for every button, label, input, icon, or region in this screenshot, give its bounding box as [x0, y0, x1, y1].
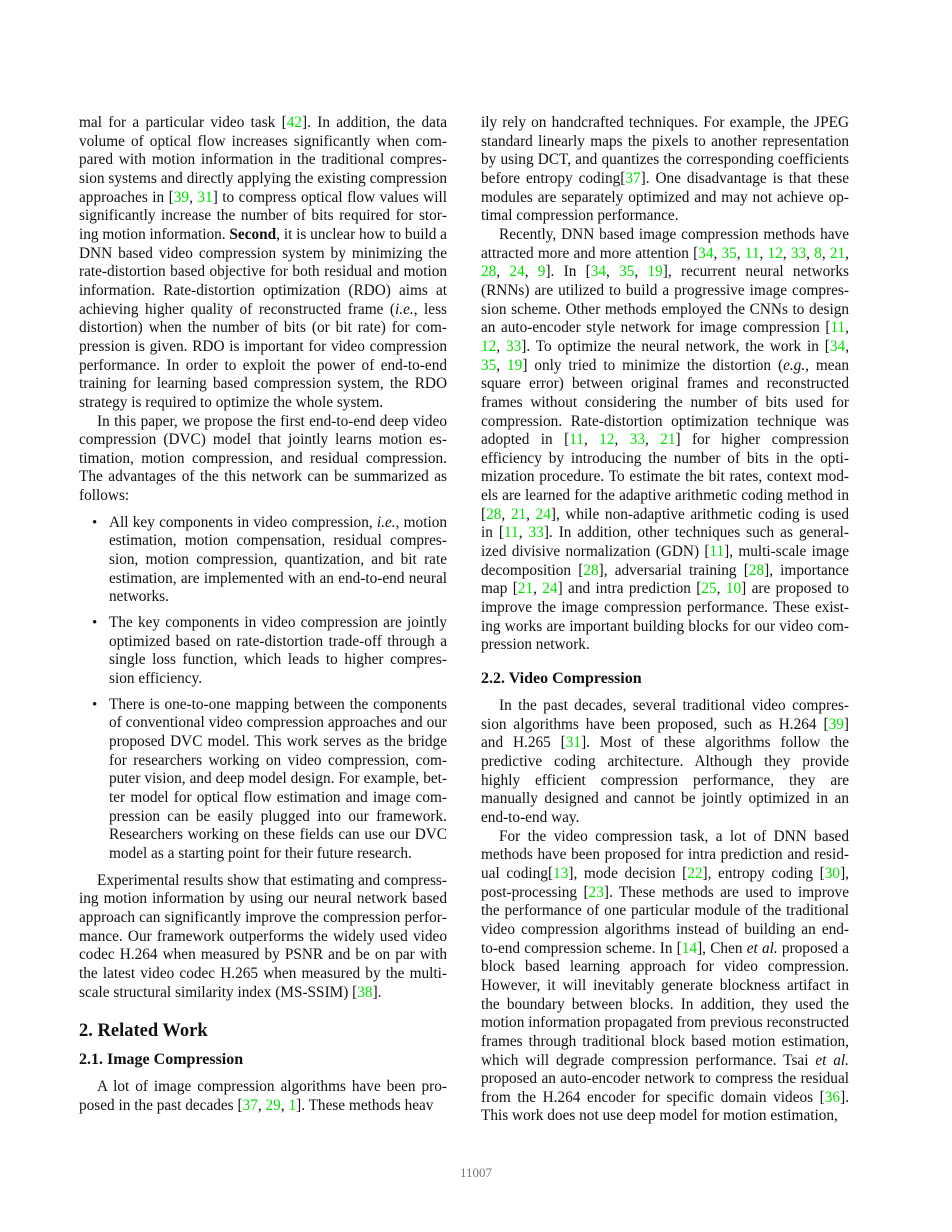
- italic-term: et al.: [746, 939, 778, 957]
- citation-group: 21, 24: [517, 580, 558, 598]
- paragraph-proposal: In this paper, we propose the first end-to-end deep video compression (DVC) model that jointly learns motion estimation, motion compression, and residual compression. The advantages of the this network can be summarized as follows:: [79, 412, 447, 505]
- citation-link[interactable]: 11: [503, 524, 519, 542]
- citation-link[interactable]: 38: [357, 983, 373, 1001]
- citation-group: 11, 12, 33, 21: [569, 431, 676, 449]
- bold-term: Second: [229, 225, 277, 243]
- citation-link[interactable]: 11: [744, 244, 760, 262]
- citation-link[interactable]: 33: [528, 524, 544, 542]
- subsection-heading-video-compression: 2.2. Video Compression: [481, 670, 642, 688]
- citation-link[interactable]: 11: [709, 543, 725, 561]
- citation-link[interactable]: 42: [286, 114, 302, 131]
- italic-term: et al.: [815, 1051, 849, 1069]
- left-column: [79, 114, 447, 1116]
- citation-link[interactable]: 35: [619, 263, 635, 281]
- citation-link[interactable]: 23: [588, 883, 604, 901]
- italic-term: e.g.: [783, 356, 806, 374]
- contributions-list: [79, 514, 447, 864]
- citation-link[interactable]: 34: [698, 244, 714, 262]
- citation-link[interactable]: 22: [687, 864, 703, 882]
- citation-link[interactable]: 29: [265, 1096, 281, 1114]
- citation-link[interactable]: 12: [481, 337, 497, 355]
- citation-link[interactable]: 13: [553, 864, 569, 882]
- citation-link[interactable]: 34: [590, 263, 607, 281]
- citation-link[interactable]: 31: [565, 734, 582, 752]
- citation-link[interactable]: 33: [790, 244, 807, 262]
- page-number: 11007: [459, 1165, 493, 1180]
- citation-link[interactable]: 19: [507, 356, 523, 374]
- citation-link[interactable]: 10: [725, 580, 742, 598]
- citation-group: 28, 21, 24: [486, 505, 551, 523]
- citation-link[interactable]: 28: [486, 505, 502, 523]
- section-heading-related-work: 2. Related Work: [79, 1021, 208, 1042]
- citation-link[interactable]: 11: [569, 431, 584, 449]
- citation-link[interactable]: 1: [288, 1096, 297, 1114]
- citation-link[interactable]: 9: [537, 263, 546, 281]
- citation-link[interactable]: 24: [542, 580, 558, 598]
- italic-term: i.e.: [395, 300, 414, 318]
- subsection-heading-image-compression: 2.1. Image Compression: [79, 1051, 244, 1069]
- citation-link[interactable]: 35: [481, 356, 497, 374]
- paragraph-traditional-video: In the past decades, several traditional video compression algorithms have been proposed, such as H.264 [39] and H.265 [31]. Most of these algorithms follow the predictive coding architecture. Although they provide highly efficient compression performance, they are manually designed and cannot be jointly optimized in an end-to-end way.: [481, 697, 849, 826]
- citation-link[interactable]: 21: [660, 431, 676, 449]
- italic-term: i.e.: [376, 513, 396, 531]
- citation-link[interactable]: 30: [824, 864, 841, 882]
- citation-group: 34, 35, 19: [481, 337, 850, 374]
- citation-link[interactable]: 34: [829, 337, 846, 355]
- citation-link[interactable]: 28: [748, 561, 765, 579]
- citation-link[interactable]: 28: [481, 263, 497, 281]
- citation-group: 34, 35, 19: [590, 263, 663, 281]
- list-item: • The key components in video compression are jointly optimized based on rate-distortion trade-off through a single loss function, which leads to higher compression efficiency.: [109, 614, 447, 689]
- citation-link[interactable]: 12: [767, 244, 783, 262]
- citation-link[interactable]: 12: [599, 431, 615, 449]
- citation-link[interactable]: 35: [721, 244, 737, 262]
- citation-group: 34, 35, 11, 12, 33, 8, 21, 28, 24, 9: [481, 244, 849, 281]
- citation-link[interactable]: 37: [625, 169, 641, 187]
- citation-group: 11, 33: [503, 524, 544, 542]
- right-column: [481, 114, 849, 1126]
- citation-link[interactable]: 19: [647, 263, 663, 281]
- paragraph-results: Experimental results show that estimating and compressing motion information by using our neural network based approach can significantly improve the compression performance. Our framework outperforms the widely used video codec H.264 when measured by PSNR and be on par with the latest video codec H.265 when measured by the multi-scale structural similarity index (MS-SSIM) [38].: [79, 871, 447, 1001]
- citation-link[interactable]: 37: [242, 1096, 258, 1114]
- citation-link[interactable]: 24: [509, 263, 525, 281]
- citation-link[interactable]: 25: [701, 580, 717, 598]
- citation-group: 11, 12, 33: [481, 319, 849, 355]
- citation-link[interactable]: 21: [517, 580, 534, 598]
- citation-link[interactable]: 21: [510, 505, 527, 523]
- paragraph-dnn-video: For the video compression task, a lot of DNN based methods have been proposed for intra prediction and residual coding[13], mode decision [22], entropy coding [30], post-processing [23]. These methods are used to improve the performance of one particular module of the traditional video compression algorithms instead of building an end-to-end compression scheme. In [14], Chen et al. proposed a block based learning approach for video compression. However, it will inevitably generate blockness artifact in the boundary between blocks. In addition, they used the motion information propagated from previous reconstructed frames through traditional block based motion estimation, which will degrade compression performance. Tsai et al. proposed an auto-encoder network to compress the residual from the H.264 encoder for specific domain videos [36]. This work does not use deep model for motion estimation,: [481, 827, 849, 1125]
- paragraph-handcrafted: ily rely on handcrafted techniques. For example, the JPEG standard linearly maps the pixels to another representation by using DCT, and quantizes the corresponding coefficients before entropy coding[37]. One disadvantage is that these modules are separately optimized and may not achieve optimal compression performance.: [481, 114, 850, 225]
- citation-link[interactable]: 8: [814, 244, 822, 262]
- list-item: • There is one-to-one mapping between the components of conventional video compression approaches and our proposed DVC model. This work serves as the bridge for researchers working on video compression, computer vision, and deep model design. For example, better model for optical flow estimation and image compression can be easily plugged into our framework. Researchers working on these fields can use our DVC model as a starting point for their future research.: [109, 696, 447, 864]
- citation-link[interactable]: 39: [173, 188, 190, 206]
- citation-link[interactable]: 11: [830, 319, 846, 337]
- citation-link[interactable]: 33: [629, 431, 645, 449]
- citation-link[interactable]: 28: [583, 561, 599, 579]
- citation-link[interactable]: 21: [829, 244, 846, 262]
- citation-link[interactable]: 39: [828, 715, 844, 733]
- citation-link[interactable]: 14: [681, 939, 698, 957]
- citation-link[interactable]: 33: [505, 337, 522, 355]
- paragraph-motivation: mal for a particular video task [42]. In addition, the data volume of optical flow increases significantly when compared with motion information in the traditional compression systems and directly applying the existing compression approaches in [39, 31] to compress optical flow values will significantly increase the number of bits required for storing motion information. Second, it is unclear how to build a DNN based video compression system by minimizing the rate-distortion based objective for both residual and motion information. Rate-distortion optimization (RDO) aims at achieving higher quality of reconstructed frame (i.e., less distortion) when the number of bits (or bit rate) for compression is given. RDO is important for video compression performance. In order to exploit the power of end-to-end training for learning based compression system, the RDO strategy is required to optimize the whole system.: [79, 114, 447, 411]
- paragraph-dnn-image-compression: Recently, DNN based image compression methods have attracted more and more attention [34, 35, 11, 12, 33, 8, 21, 28, 24, 9]. In [34, 35, 19], recurrent neural networks (RNNs) are utilized to build a progressive image compression scheme. Other methods employed the CNNs to design an auto-encoder style network for image compression [11, 12, 33]. To optimize the neural network, the work in [34, 35, 19] only tried to minimize the distortion (e.g., mean square error) between original frames and reconstructed frames without considering the number of bits used for compression. Rate-distortion optimization technique was adopted in [11, 12, 33, 21] for higher compression efficiency by introducing the number of bits in the optimization procedure. To estimate the bit rates, context models are learned for the adaptive arithmetic coding method in [28, 21, 24], while non-adaptive arithmetic coding is used in [11, 33]. In addition, other techniques such as generalized divisive normalization (GDN) [11], multi-scale image decomposition [28], adversarial training [28], importance map [21, 24] and intra prediction [25, 10] are proposed to improve the image compression performance. These existing works are important building blocks for our video compression network.: [481, 225, 850, 654]
- citation-link[interactable]: 31: [197, 188, 213, 206]
- paragraph-image-compression-intro: A lot of image compression algorithms have been proposed in the past decades [37, 29, 1]. These methods heav: [79, 1078, 447, 1114]
- citation-link[interactable]: 24: [535, 505, 551, 523]
- citation-group: 25, 10: [701, 580, 742, 598]
- list-item: • All key components in video compression, i.e., motion estimation, motion compensation, residual compression, motion compression, quantization, and bit rate estimation, are implemented with an end-to-end neural networks.: [109, 514, 447, 607]
- citation-link[interactable]: 36: [824, 1088, 841, 1106]
